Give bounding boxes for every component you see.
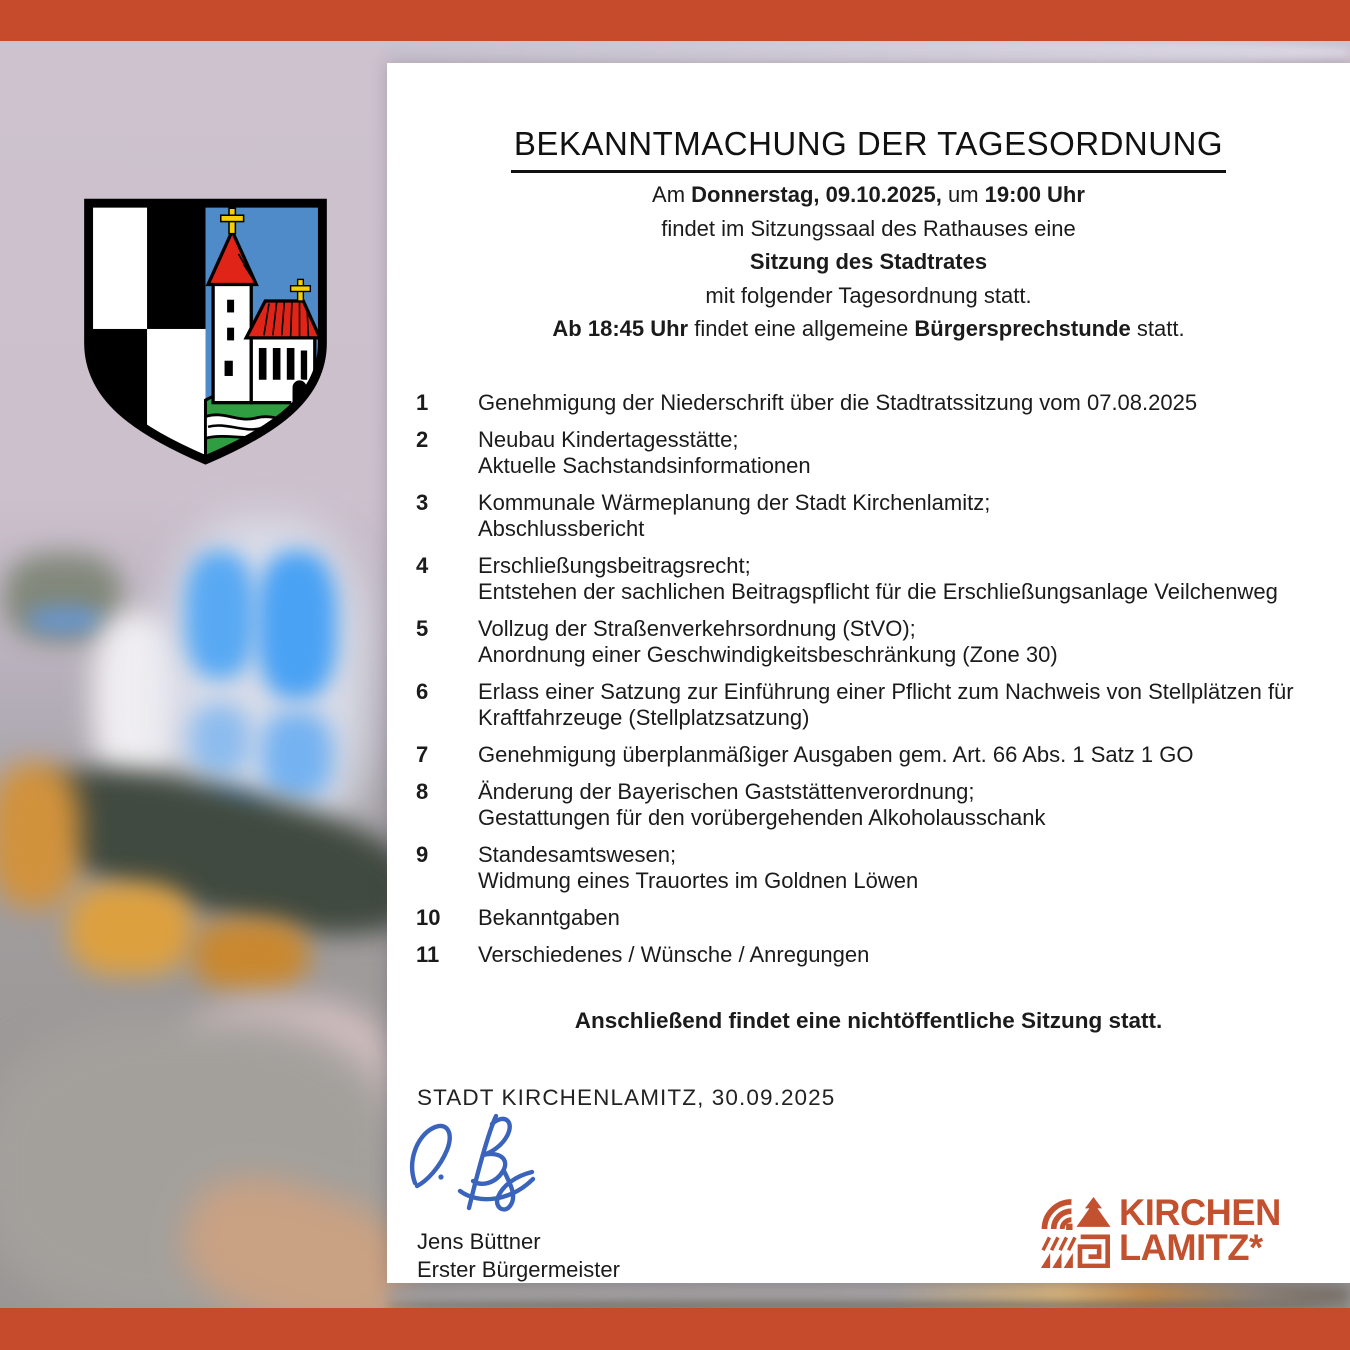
intro-line-2: findet im Sitzungssaal des Rathauses eine (661, 215, 1076, 241)
checker-black-bottom (89, 329, 147, 465)
intro-line-4: mit folgender Tagesordnung statt. (705, 282, 1032, 308)
page-title: BEKANNTMACHUNG DER TAGESORDNUNG (511, 125, 1226, 173)
photo-strip-shadow (387, 1301, 1350, 1308)
photo-monitor-lower-blob-left (190, 704, 250, 776)
agenda-item (416, 842, 1334, 894)
agenda-item-number: 4 (416, 553, 429, 578)
intro-line-1: Am Donnerstag, 09.10.2025, um 19:00 Uhr (652, 182, 1085, 207)
agenda-item (416, 905, 1334, 931)
brand-word-line2: LAMITZ* (1119, 1227, 1263, 1268)
agenda-item (416, 779, 1334, 831)
agenda-item (416, 553, 1334, 605)
photo-monitor-blob-left (185, 551, 255, 679)
checker-black-top (147, 203, 205, 329)
brand-logo-icon (1039, 1197, 1111, 1268)
agenda-item-number: 11 (416, 942, 440, 967)
agenda-item-number: 6 (416, 679, 429, 704)
logo-tree-bottom (1076, 1203, 1110, 1227)
photo-monitor-blob-right (257, 551, 337, 699)
agenda-item-number: 3 (416, 490, 429, 515)
bottom-brand-bar (0, 1308, 1350, 1350)
agenda-item-number: 5 (416, 616, 429, 641)
photo-chair-blob-3 (193, 919, 308, 991)
mayor-signature (403, 1109, 578, 1231)
logo-maze (1080, 1237, 1108, 1266)
agenda-item-text: Erlass einer Satzung zur Einführung einer Pflicht zum Nachweis von Stellplätzen für Kraftfahrzeuge (Stellplatzsatzung) (478, 679, 1294, 730)
city-and-date: STADT KIRCHENLAMITZ, 30.09.2025 (417, 1085, 836, 1110)
agenda-item-number: 7 (416, 742, 429, 767)
agenda-item (416, 942, 1334, 968)
agenda-item (416, 742, 1334, 768)
photo-monitor-lower-blob-right (261, 711, 333, 799)
agenda-item-number: 10 (416, 905, 441, 930)
agenda-item-text: Verschiedenes / Wünsche / Anregungen (478, 942, 870, 967)
brand-logo-wordmark (1119, 1192, 1281, 1268)
photo-strip-above-page (387, 41, 1350, 65)
photo-chair-blob-2 (68, 883, 193, 975)
agenda-item-text: Kommunale Wärmeplanung der Stadt Kirchenlamitz; Abschlussbericht (478, 490, 991, 541)
photo-picture-frame-glass-blob (28, 607, 102, 633)
agenda-item (416, 616, 1334, 668)
agenda-item-text: Genehmigung der Niederschrift über die Stadtratssitzung vom 07.08.2025 (478, 390, 1198, 415)
signatory-name: Jens Büttner (417, 1229, 541, 1254)
agenda-item-text: Erschließungsbeitragsrecht; Entstehen der sachlichen Beitragspflicht für die Erschließungsanlage Veilchenweg (478, 553, 1278, 604)
top-brand-bar (0, 0, 1350, 41)
agenda-item-text: Genehmigung überplanmäßiger Ausgaben gem. Art. 66 Abs. 1 Satz 1 GO (478, 742, 1194, 767)
agenda-item-text: Bekanntgaben (478, 905, 620, 930)
intro-line-5: Ab 18:45 Uhr findet eine allgemeine Bürgersprechstunde statt. (552, 316, 1185, 341)
agenda-item-number: 9 (416, 842, 429, 867)
agenda-item (416, 390, 1334, 416)
kirchenlamitz-brand-logo (1039, 1192, 1284, 1268)
signatory-role: Erster Bürgermeister (417, 1256, 620, 1282)
closing-note: Anschließend findet eine nichtöffentliche Sitzung statt. (574, 1008, 1163, 1033)
agenda-item-number: 1 (416, 390, 429, 415)
intro-line-3: Sitzung des Stadtrates (749, 249, 988, 274)
agenda-item-number: 2 (416, 427, 429, 452)
agenda-item (416, 427, 1334, 479)
agenda-item-text: Standesamtswesen; Widmung eines Trauortes im Goldnen Löwen (478, 842, 919, 893)
agenda-item (416, 679, 1334, 731)
agenda-item-text: Vollzug der Straßenverkehrsordnung (StVO); Anordnung einer Geschwindigkeitsbeschränkung (Zone 30) (478, 616, 1058, 667)
agenda-list (416, 390, 1334, 968)
agenda-item-text: Neubau Kindertagesstätte; Aktuelle Sachstandsinformationen (478, 427, 811, 478)
photo-chair-blob-1 (0, 763, 80, 908)
agenda-item-number: 8 (416, 779, 429, 804)
intro-block (387, 178, 1350, 346)
signatory-block (417, 1228, 620, 1283)
kirchenlamitz-coat-of-arms (78, 193, 333, 470)
brand-word-line1: KIRCHEN (1119, 1192, 1281, 1233)
announcement-page (387, 63, 1350, 1283)
agenda-item-text: Änderung der Bayerischen Gaststättenverordnung; Gestattungen für den vorübergehenden Alkoholausschank (478, 779, 1046, 830)
agenda-item (416, 490, 1334, 542)
